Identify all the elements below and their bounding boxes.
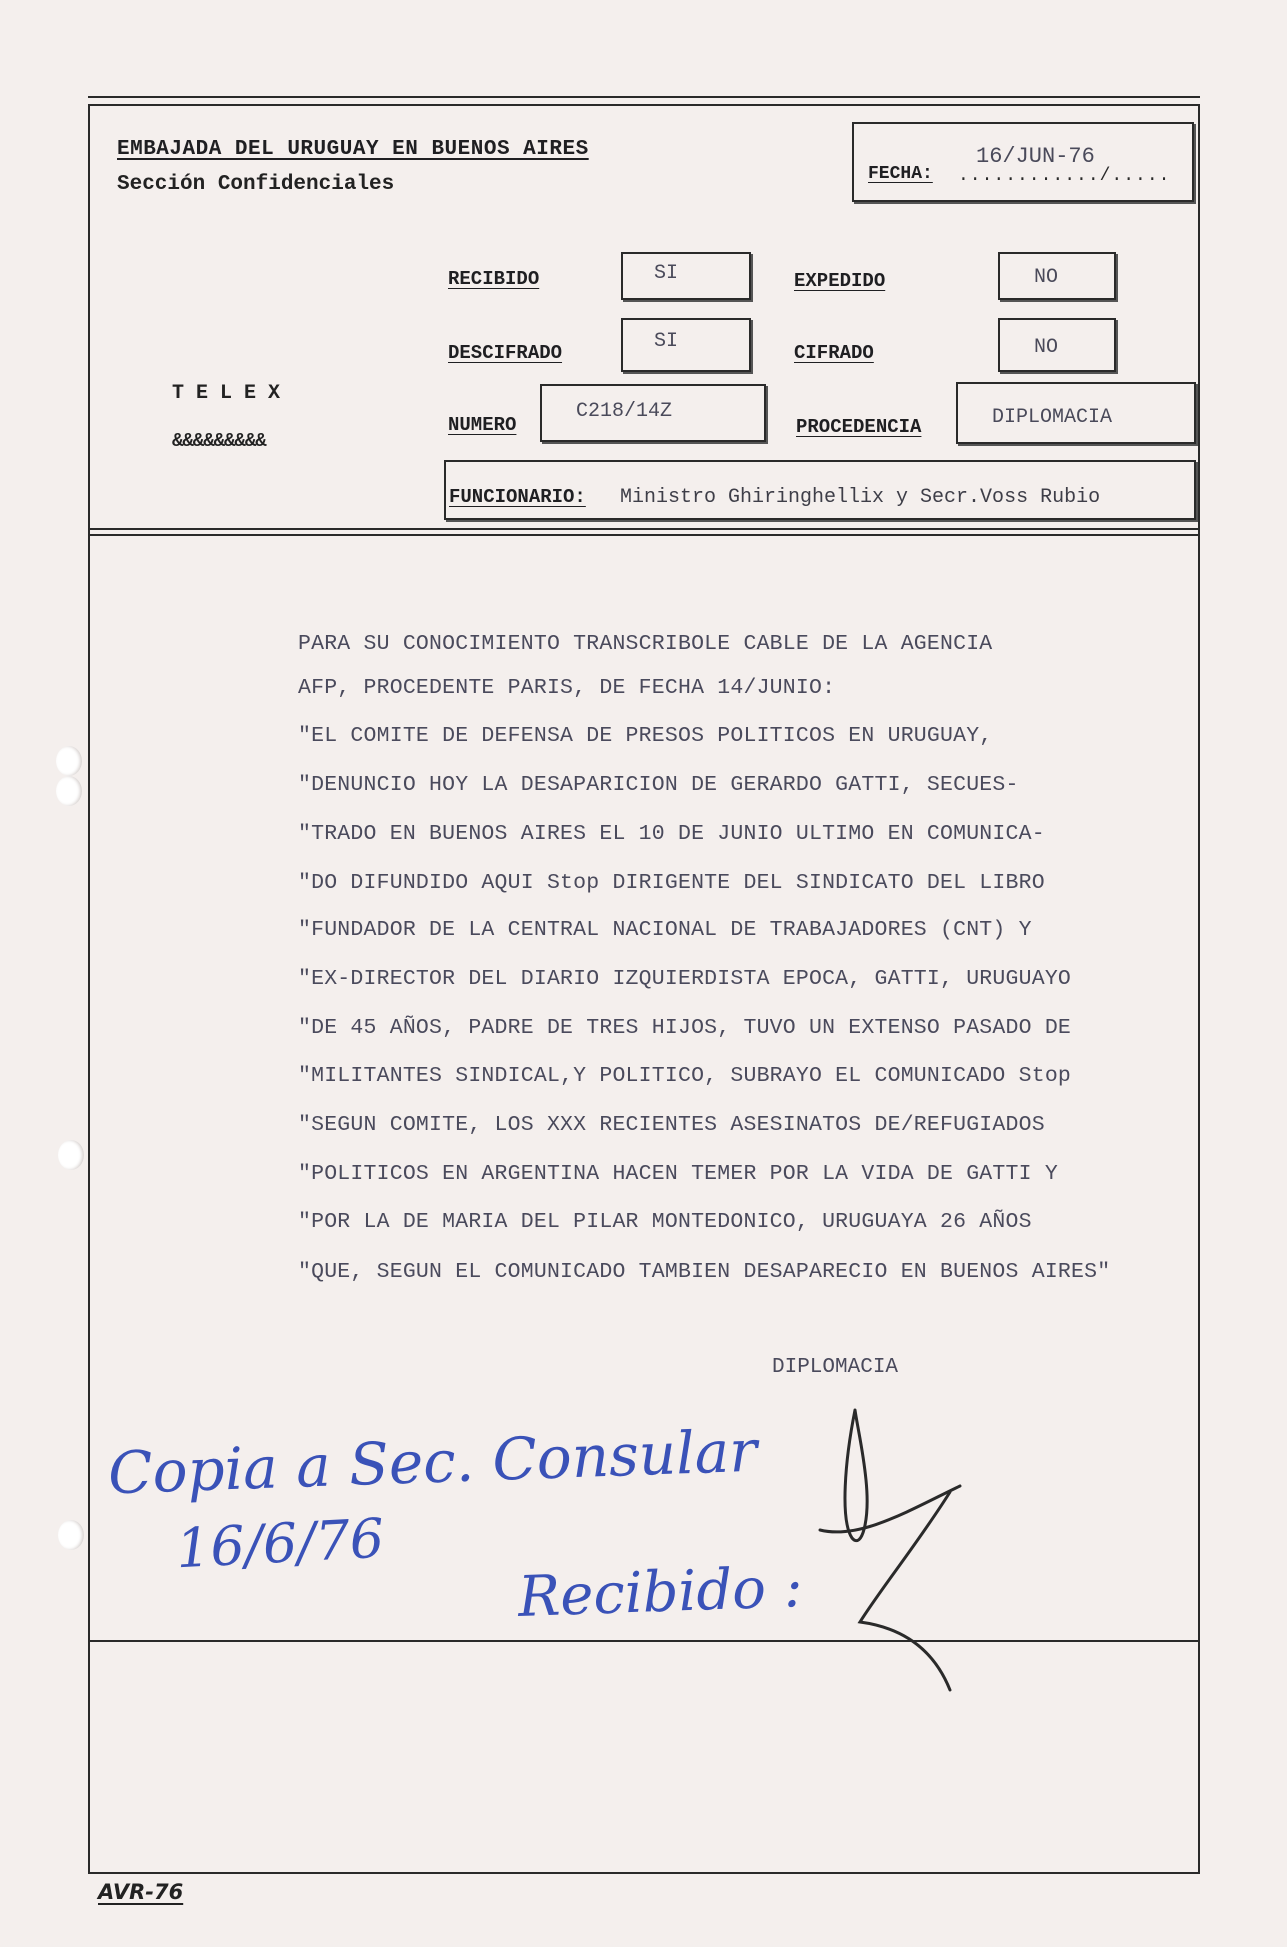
body-line-3: "EL COMITE DE DEFENSA DE PRESOS POLITICOS EN URUGUAY, <box>298 724 993 748</box>
embassy-title: EMBAJADA DEL URUGUAY EN BUENOS AIRES <box>117 138 589 161</box>
body-line-9: "DE 45 AÑOS, PADRE DE TRES HIJOS, TUVO UN EXTENSO PASADO DE <box>298 1016 1072 1040</box>
telex-title: TELEX <box>172 382 293 405</box>
handwritten-note-line-2: 16/6/76 <box>174 1506 386 1581</box>
cifrado-value: NO <box>1034 336 1059 359</box>
body-line-10: "MILITANTES SINDICAL,Y POLITICO, SUBRAYO EL COMUNICADO Stop <box>298 1064 1072 1088</box>
telex-marks: &&&&&&&&& <box>172 430 266 452</box>
fecha-dots: ............/..... <box>958 166 1171 186</box>
body-line-7: "FUNDADOR DE LA CENTRAL NACIONAL DE TRABAJADORES (CNT) Y <box>298 918 1032 942</box>
handwritten-signature <box>800 1400 980 1700</box>
signature-name: DIPLOMACIA <box>772 1356 899 1379</box>
header-divider-double <box>88 534 1198 536</box>
header-divider <box>88 528 1198 530</box>
body-line-6: "DO DIFUNDIDO AQUI Stop DIRIGENTE DEL SINDICATO DEL LIBRO <box>298 871 1045 895</box>
body-line-1: PARA SU CONOCIMIENTO TRANSCRIBOLE CABLE DE LA AGENCIA <box>298 632 993 656</box>
form-top-rule <box>88 96 1200 98</box>
procedencia-value: DIPLOMACIA <box>992 406 1113 429</box>
expedido-value: NO <box>1034 266 1059 289</box>
fecha-value: 16/JUN-76 <box>976 144 1095 169</box>
handwritten-note-line-1: Copia a Sec. Consular <box>107 1416 759 1508</box>
fecha-label: FECHA: <box>868 164 933 184</box>
punch-hole <box>56 746 82 776</box>
body-line-4: "DENUNCIO HOY LA DESAPARICION DE GERARDO GATTI, SECUES- <box>298 773 1019 797</box>
procedencia-label: PROCEDENCIA <box>796 416 922 438</box>
descifrado-value: SI <box>654 330 679 353</box>
recibido-box <box>621 252 751 300</box>
body-line-8: "EX-DIRECTOR DEL DIARIO IZQUIERDISTA EPOCA, GATTI, URUGUAYO <box>298 967 1072 991</box>
body-line-11: "SEGUN COMITE, LOS XXX RECIENTES ASESINATOS DE/REFUGIADOS <box>298 1113 1045 1137</box>
recibido-label: RECIBIDO <box>448 268 540 290</box>
handwritten-note-line-3: Recibido : <box>516 1555 804 1630</box>
archive-code: AVR-76 <box>98 1880 184 1904</box>
funcionario-value: Ministro Ghiringhellix y Secr.Voss Rubio <box>620 486 1101 509</box>
expedido-label: EXPEDIDO <box>794 270 886 292</box>
recibido-value: SI <box>654 262 679 285</box>
funcionario-label: FUNCIONARIO: <box>449 486 586 508</box>
footer-divider <box>88 1640 1198 1642</box>
cifrado-label: CIFRADO <box>794 342 874 364</box>
numero-label: NUMERO <box>448 414 517 436</box>
body-line-2: AFP, PROCEDENTE PARIS, DE FECHA 14/JUNIO: <box>298 676 836 700</box>
body-line-5: "TRADO EN BUENOS AIRES EL 10 DE JUNIO ULTIMO EN COMUNICA- <box>298 822 1045 846</box>
punch-hole <box>56 776 82 806</box>
descifrado-box <box>621 318 751 372</box>
body-line-13: "POR LA DE MARIA DEL PILAR MONTEDONICO, URUGUAYA 26 AÑOS <box>298 1210 1032 1234</box>
body-line-12: "POLITICOS EN ARGENTINA HACEN TEMER POR LA VIDA DE GATTI Y <box>298 1162 1058 1186</box>
numero-value: C218/14Z <box>576 400 673 423</box>
section-subtitle: Sección Confidenciales <box>117 173 395 196</box>
descifrado-label: DESCIFRADO <box>448 342 563 364</box>
punch-hole <box>58 1520 84 1550</box>
body-line-14: "QUE, SEGUN EL COMUNICADO TAMBIEN DESAPARECIO EN BUENOS AIRES" <box>298 1260 1111 1284</box>
punch-hole <box>58 1140 84 1170</box>
